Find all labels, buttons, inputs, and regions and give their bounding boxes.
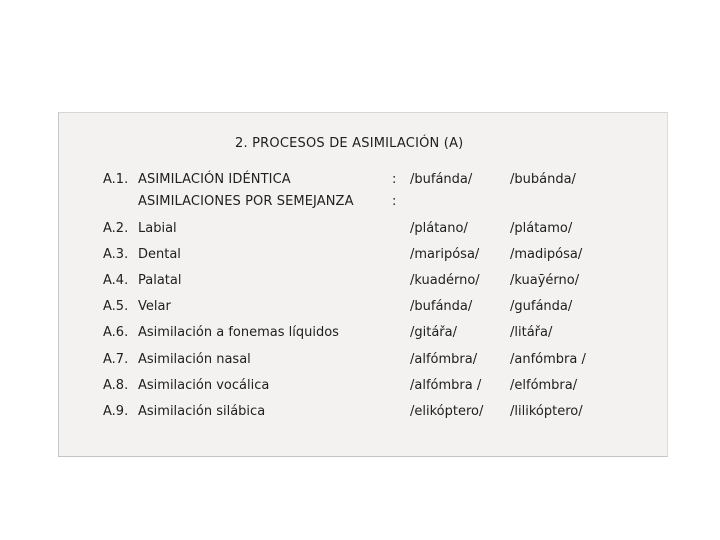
assimilated-word: /madipósa/ bbox=[510, 247, 583, 262]
row-label: ASIMILACIÓN IDÉNTICA bbox=[138, 172, 291, 187]
row-label: Labial bbox=[138, 221, 177, 236]
row-label: Dental bbox=[138, 247, 181, 262]
row-colon: : bbox=[392, 194, 397, 209]
original-word: /alfómbra/ bbox=[410, 352, 478, 367]
original-word: /bufánda/ bbox=[410, 172, 473, 187]
row-code: A.9. bbox=[103, 404, 129, 419]
row-label: Velar bbox=[138, 299, 171, 314]
assimilated-word: /anfómbra / bbox=[510, 352, 586, 367]
assimilated-word: /lilikóptero/ bbox=[510, 404, 583, 419]
row-label: Palatal bbox=[138, 273, 182, 288]
assimilated-word: /litářa/ bbox=[510, 325, 553, 340]
original-word: /gitářa/ bbox=[410, 325, 457, 340]
row-code: A.5. bbox=[103, 299, 129, 314]
original-word: /alfómbra / bbox=[410, 378, 482, 393]
row-colon: : bbox=[392, 172, 397, 187]
row-code: A.7. bbox=[103, 352, 129, 367]
original-word: /elikóptero/ bbox=[410, 404, 484, 419]
table-row bbox=[0, 376, 720, 396]
original-word: /plátano/ bbox=[410, 221, 468, 236]
table-row bbox=[0, 245, 720, 265]
assimilated-word: /gufánda/ bbox=[510, 299, 573, 314]
assimilated-word: /elfómbra/ bbox=[510, 378, 578, 393]
table-row bbox=[0, 192, 720, 212]
row-label: Asimilación vocálica bbox=[138, 378, 270, 393]
row-code: A.6. bbox=[103, 325, 129, 340]
row-code: A.1. bbox=[103, 172, 129, 187]
table-row bbox=[0, 271, 720, 291]
table-row bbox=[0, 170, 720, 190]
table-row bbox=[0, 402, 720, 422]
original-word: /bufánda/ bbox=[410, 299, 473, 314]
row-code: A.2. bbox=[103, 221, 129, 236]
original-word: /maripósa/ bbox=[410, 247, 480, 262]
row-label: Asimilación silábica bbox=[138, 404, 266, 419]
table-row bbox=[0, 297, 720, 317]
table-row bbox=[0, 323, 720, 343]
original-word: /kuadérno/ bbox=[410, 273, 480, 288]
row-label: Asimilación a fonemas líquidos bbox=[138, 325, 339, 340]
row-code: A.4. bbox=[103, 273, 129, 288]
row-label: Asimilación nasal bbox=[138, 352, 251, 367]
row-code: A.8. bbox=[103, 378, 129, 393]
assimilated-word: /plátamo/ bbox=[510, 221, 573, 236]
row-label: ASIMILACIONES POR SEMEJANZA bbox=[138, 194, 354, 209]
assimilated-word: /kuaȳérno/ bbox=[510, 273, 580, 288]
table-row bbox=[0, 350, 720, 370]
assimilated-word: /bubánda/ bbox=[510, 172, 576, 187]
row-code: A.3. bbox=[103, 247, 129, 262]
table-row bbox=[0, 219, 720, 239]
table-title: 2. PROCESOS DE ASIMILACIÓN (A) bbox=[235, 136, 464, 151]
